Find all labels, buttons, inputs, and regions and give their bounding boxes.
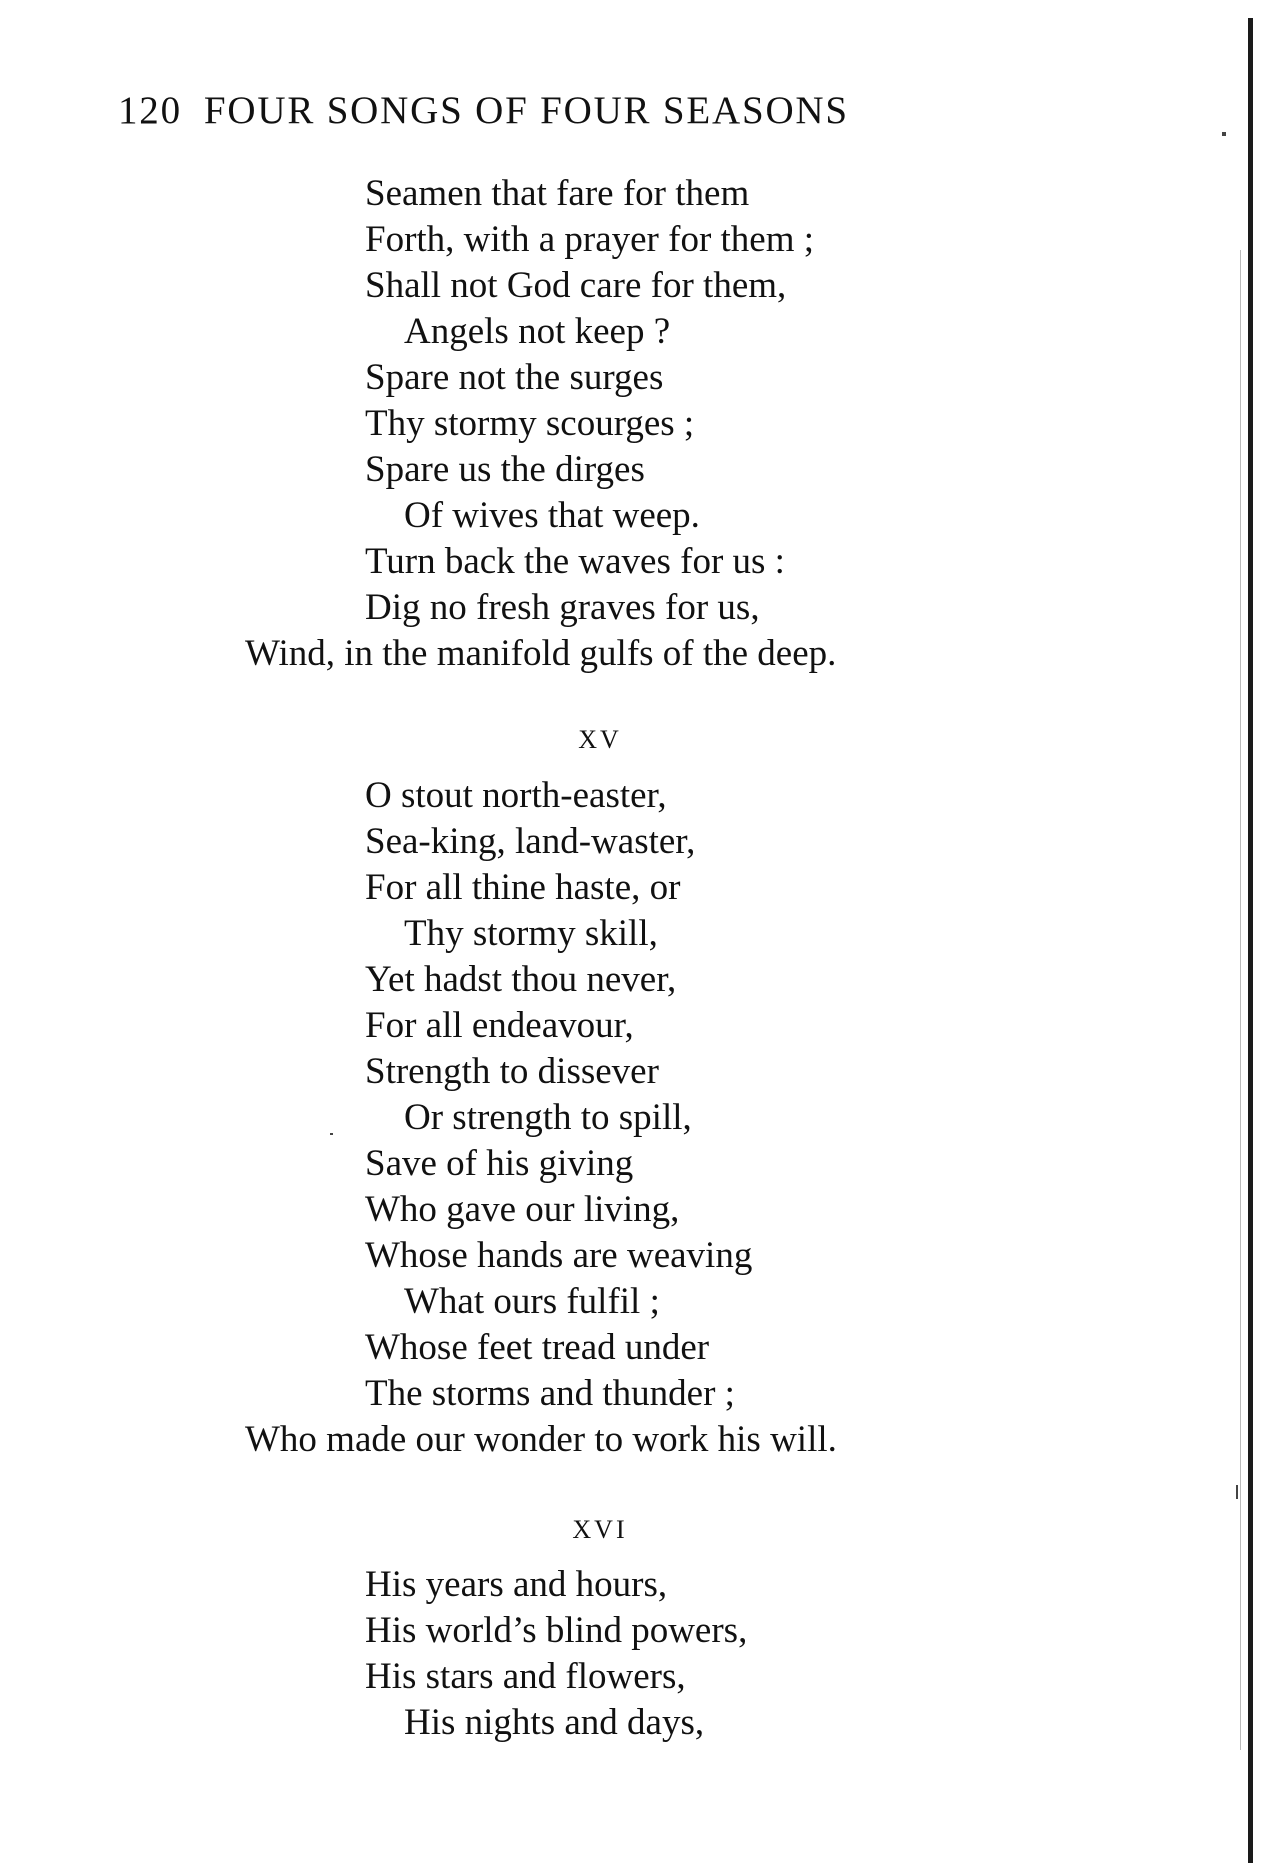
- poem-line: Shall not God care for them,: [365, 265, 787, 306]
- poem-line: Seamen that fare for them: [365, 173, 750, 214]
- poem-line: What ours fulfil ;: [404, 1281, 660, 1322]
- poem-line: Sea-king, land-waster,: [365, 821, 696, 862]
- poem-line: Or strength to spill,: [404, 1097, 692, 1138]
- page-number: 120: [118, 89, 182, 132]
- poem-line: Turn back the waves for us :: [365, 541, 785, 582]
- poem-line: His nights and days,: [404, 1702, 705, 1743]
- page-header: [118, 88, 849, 133]
- poem-line: Thy stormy scourges ;: [365, 403, 695, 444]
- poem-line: Angels not keep ?: [404, 311, 671, 352]
- poem-line: O stout north-easter,: [365, 775, 667, 816]
- poem-line: Of wives that weep.: [404, 495, 700, 536]
- poem-line: Whose feet tread under: [365, 1327, 710, 1368]
- poem-line: His years and hours,: [365, 1564, 668, 1605]
- scan-speck: [1236, 1485, 1238, 1499]
- poem-line: Thy stormy skill,: [404, 913, 658, 954]
- scan-speck: [1222, 132, 1226, 136]
- poem-line: Who made our wonder to work his will.: [245, 1419, 837, 1460]
- poem-line: Yet hadst thou never,: [365, 959, 677, 1000]
- running-title: FOUR SONGS OF FOUR SEASONS: [203, 89, 849, 132]
- poem-line: The storms and thunder ;: [365, 1373, 735, 1414]
- poem-line: For all thine haste, or: [365, 867, 681, 908]
- poem-line: Forth, with a prayer for them ;: [365, 219, 815, 260]
- poem-line: Dig no fresh graves for us,: [365, 587, 760, 628]
- scan-speck: [330, 1133, 333, 1135]
- poem-line: Strength to dissever: [365, 1051, 659, 1092]
- page-edge-rule: [1248, 18, 1253, 1863]
- poem-line: Spare not the surges: [365, 357, 664, 398]
- poem-line: His stars and flowers,: [365, 1656, 686, 1697]
- poem-line: Spare us the dirges: [365, 449, 645, 490]
- poem-line: Wind, in the manifold gulfs of the deep.: [245, 633, 837, 674]
- poem-line: Save of his giving: [365, 1143, 634, 1184]
- poem-line: For all endeavour,: [365, 1005, 634, 1046]
- section-numeral: XVI: [572, 1515, 628, 1544]
- poem-line: Who gave our living,: [365, 1189, 680, 1230]
- poem-line: Whose hands are weaving: [365, 1235, 753, 1276]
- page-edge-shadow: [1240, 250, 1241, 1750]
- poem-line: His world’s blind powers,: [365, 1610, 748, 1651]
- section-numeral: XV: [578, 725, 622, 754]
